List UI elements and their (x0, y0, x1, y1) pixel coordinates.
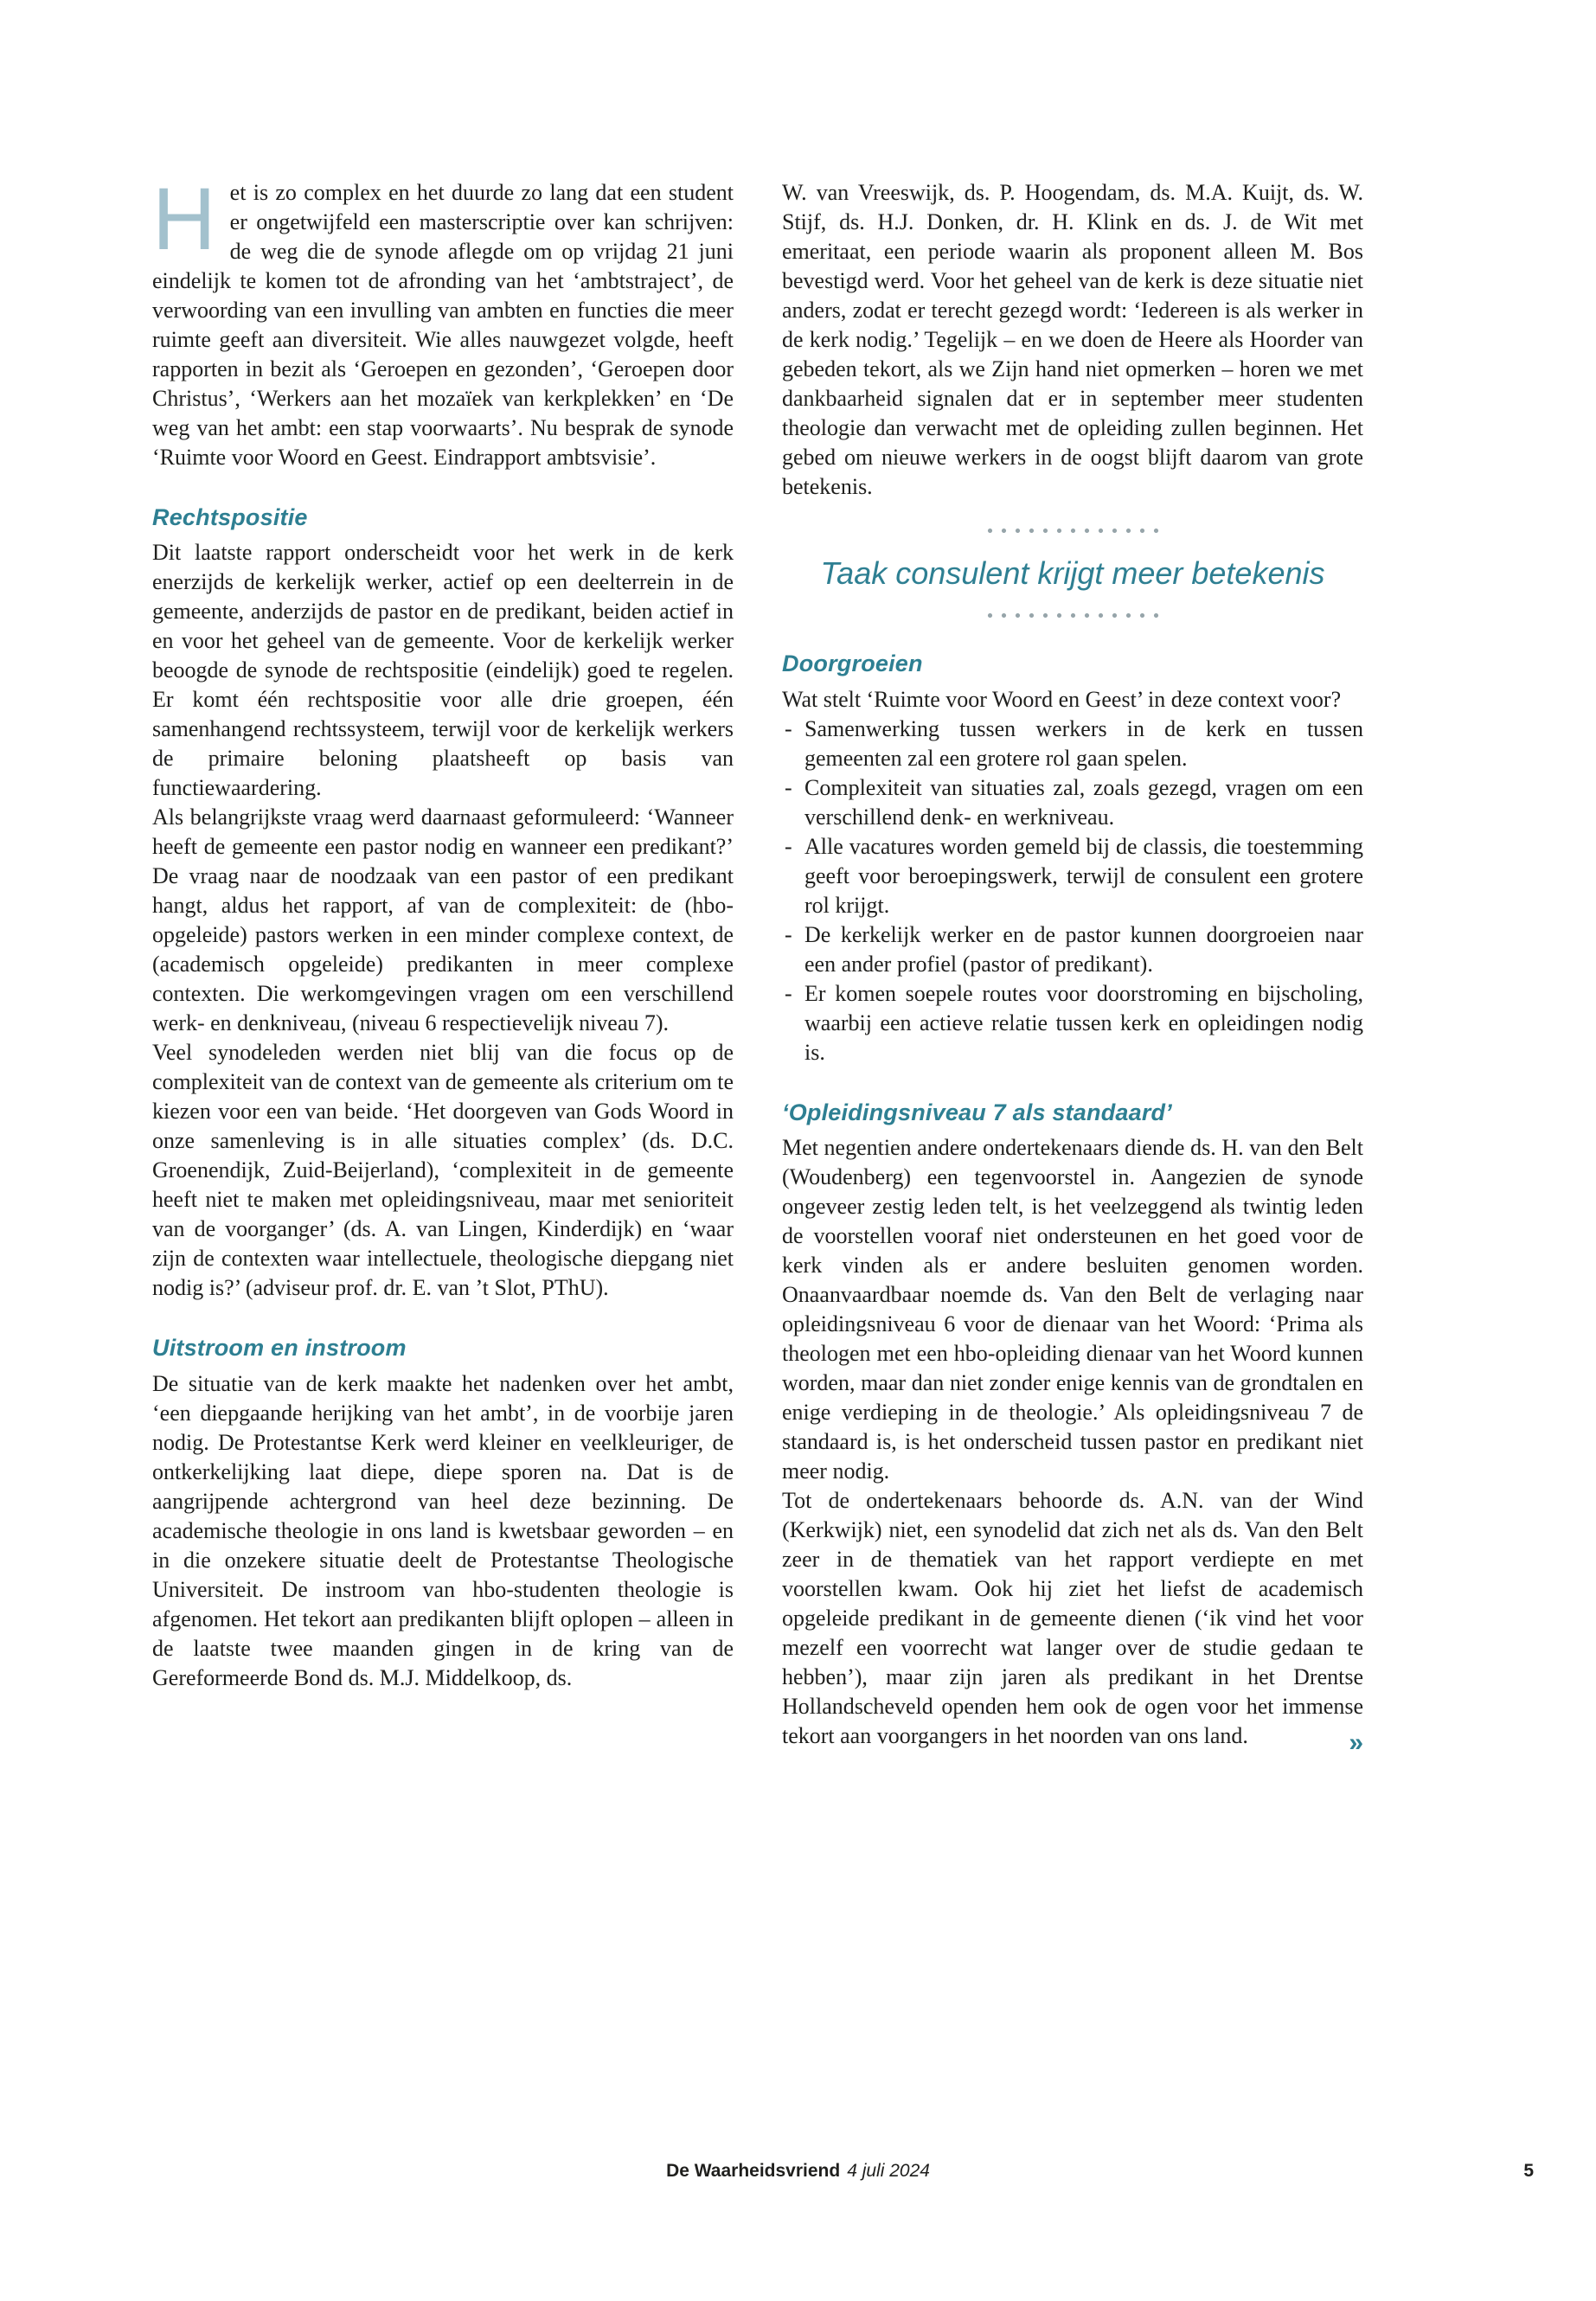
bullet-text: De kerkelijk werker en de pastor kunnen doorgroeien naar een ander profiel (pastor of predikant). (804, 921, 1363, 977)
bullet-list (782, 715, 1363, 1067)
section-heading-rechtspositie: Rechtspositie (152, 504, 308, 530)
magazine-name: De Waarheidsvriend (666, 2161, 841, 2181)
paragraph: Dit laatste rapport onderscheidt voor het werk in de kerk enerzijds de kerkelijk werker, actief op een deelterrein in de gemeente, anderzijds de pastor en de predikant, beiden actief in en voor het geheel van de gemeente. Voor de kerkelijk werker beoogde de synode de rechtspositie (eindelijk) goed te regelen. Er komt één rechtspositie voor alle drie groepen, één samenhangend rechtssysteem, terwijl voor de kerkelijk werkers de primaire beloning plaatsheeft op basis van functiewaardering. (152, 540, 734, 801)
bullet-text: Alle vacatures worden gemeld bij de classis, die toestemming geeft voor beroepingswerk, terwijl de consulent een grotere rol krijgt. (804, 833, 1363, 918)
page-number: 5 (1523, 2161, 1534, 2181)
bullet-text: Er komen soepele routes voor doorstroming en bijscholing, waarbij een actieve relatie tussen kerk en opleidingen nodig is. (804, 980, 1363, 1065)
bullet-marker: - (785, 980, 792, 1006)
continuation-mark: » (1349, 1727, 1363, 1757)
pull-quote-block (782, 528, 1363, 619)
bullet-item (782, 773, 1363, 832)
paragraph: W. van Vreeswijk, ds. P. Hoogendam, ds. M.A. Kuijt, ds. W. Stijf, ds. H.J. Donken, dr. H. Klink en ds. J. de Wit met emeritaat, een periode waarin als proponent alleen M. Bos bevestigd werd. Voor het geheel van de kerk is deze situatie niet anders, zodat er terecht gezegd wordt: ‘Iedereen is als werker in de kerk nodig.’ Tegelijk – en we doen de Heere als Hoorder van gebeden tekort, als we Zijn hand niet opmerken – horen we met dankbaarheid signalen dat er in september meer studenten theologie dan verwacht met de opleiding zullen beginnen. Het gebed om nieuwe werkers in de oogst blijft daarom van grote betekenis. (782, 180, 1363, 499)
bullet-marker: - (785, 833, 792, 859)
bullet-item (782, 715, 1363, 773)
page-footer (0, 2161, 1596, 2182)
paragraph: Als belangrijkste vraag werd daarnaast geformuleerd: ‘Wanneer heeft de gemeente een pastor nodig en wanneer een predikant?’ De vraag naar de noodzaak van een pastor of een predikant hangt, aldus het rapport, af van de complexiteit: de (hbo-opgeleide) pastors werken in een minder complexe context, de (academisch opgeleide) predikanten in meer complexe contexten. Die werkomgevingen vragen om een verschillend werk- en denkniveau, (niveau 6 respectievelijk niveau 7). (152, 804, 734, 1036)
bullet-item (782, 979, 1363, 1067)
dotted-divider-bottom (984, 612, 1162, 619)
intro-text: et is zo complex en het duurde zo lang dat een student er ongetwijfeld een masterscriptie over kan schrijven: de weg die de synode aflegde om op vrijdag 21 juni eindelijk te komen tot de afronding van het ‘ambtstraject’, de verwoording van een invulling van ambten en functies die meer ruimte geeft aan diversiteit. Wie alles nauwgezet volgde, heeft rapporten in bezit als ‘Geroepen en gezonden’, ‘Geroepen door Christus’, ‘Werkers aan het mozaïek van kerkplekken’ en ‘De weg van het ambt: een stap voorwaarts’. Nu besprak de synode ‘Ruimte voor Woord en Geest. Eindrapport ambtsvisie’. (152, 180, 734, 470)
issue-date: 4 juli 2024 (847, 2161, 930, 2181)
drop-cap: H (152, 170, 216, 268)
dotted-divider-top (984, 528, 1162, 534)
bullet-item (782, 920, 1363, 979)
pull-quote: Taak consulent krijgt meer betekenis (820, 555, 1325, 591)
bullet-text: Complexiteit van situaties zal, zoals gezegd, vragen om een verschillend denk- en werkniveau. (804, 774, 1363, 830)
bullet-item (782, 832, 1363, 920)
right-column (782, 178, 1363, 1757)
bullet-marker: - (785, 774, 792, 800)
left-column (152, 170, 734, 1751)
article-body (152, 170, 1363, 1757)
paragraph: Tot de ondertekenaars behoorde ds. A.N. van der Wind (Kerkwijk) niet, een synodelid dat zich net als ds. Van den Belt zeer in de thematiek van het rapport verdiepte en met voorstellen kwam. Ook hij ziet het liefst de academisch opgeleide predikant in de gemeente dienen (‘ik vind het voor mezelf een voorrecht wat langer over de studie gedaan te hebben’), maar zijn jaren als predikant in het Drentse Hollandscheveld openden hem ook de ogen voor het immense tekort aan voorgangers in het noorden van ons land. (782, 1487, 1363, 1748)
paragraph: Met negentien andere ondertekenaars diende ds. H. van den Belt (Woudenberg) een tegenvoorstel in. Aangezien de synode ongeveer zestig leden telt, is het veelzeggend als twintig leden de voorstellen vooraf niet ondersteunen en het goed voor de kerk vinden als er andere besluiten genomen worden. Onaanvaardbaar noemde ds. Van den Belt de verlaging naar opleidingsniveau 6 voor de dienaar van het Woord: ‘Prima als theologen met een hbo-opleiding dienaar van het Woord kunnen worden, maar dan niet zonder enige kennis van de grondtalen en enige verdieping in de theologie.’ Als opleidingsniveau 7 de standaard is, is het onderscheid tussen pastor en predikant niet meer nodig. (782, 1134, 1363, 1484)
bullet-marker: - (785, 921, 792, 947)
paragraph: De situatie van de kerk maakte het nadenken over het ambt, ‘een diepgaande herijking van het ambt’, in de voorbije jaren nodig. De Protestantse Kerk werd kleiner en veelkleuriger, de ontkerkelijking laat diepe, diepe sporen na. Dat is de aangrijpende achtergrond van heel deze bezinning. De academische theologie in ons land is kwetsbaar geworden – en in die onzekere situatie deelt de Protestantse Theologische Universiteit. De instroom van hbo-studenten theologie is afgenomen. Het tekort aan predikanten blijft oplopen – alleen in de laatste twee maanden gingen in de kring van de Gereformeerde Bond ds. M.J. Middelkoop, ds. (152, 1370, 734, 1690)
section-heading-doorgroeien: Doorgroeien (782, 651, 923, 677)
intro-paragraph (152, 170, 734, 472)
footer-center (0, 2161, 1596, 2182)
paragraph: Wat stelt ‘Ruimte voor Woord en Geest’ in deze context voor? (782, 686, 1342, 712)
bullet-marker: - (785, 715, 792, 741)
bullet-text: Samenwerking tussen werkers in de kerk en tussen gemeenten zal een grotere rol gaan spelen. (804, 715, 1363, 771)
paragraph: Veel synodeleden werden niet blij van die focus op de complexiteit van de context van de gemeente als criterium om te kiezen voor een van beide. ‘Het doorgeven van Gods Woord in onze samenleving is in alle situaties complex’ (ds. D.C. Groenendijk, Zuid-Beijerland), ‘complexiteit in de gemeente heeft niet te maken met opleidingsniveau, maar met senioriteit van de voorganger’ (ds. A. van Lingen, Kinderdijk) en ‘waar zijn de contexten waar intellectuele, theologische diepgang niet nodig is?’ (adviseur prof. dr. E. van ’t Slot, PThU). (152, 1040, 734, 1301)
section-heading-opleidingsniveau: ‘Opleidingsniveau 7 als standaard’ (782, 1099, 1172, 1125)
section-heading-uitstroom-en-instroom: Uitstroom en instroom (152, 1335, 407, 1362)
